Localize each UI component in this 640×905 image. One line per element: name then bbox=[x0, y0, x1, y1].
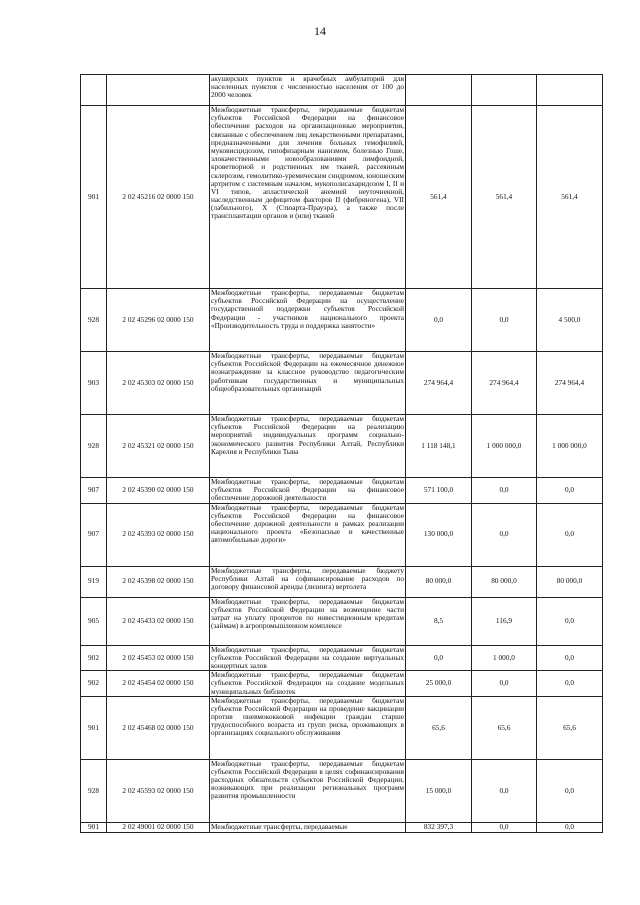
admin-code-cell: 907 bbox=[81, 503, 107, 566]
admin-code-cell: 928 bbox=[81, 289, 107, 352]
amount-year2-cell: 0,0 bbox=[472, 671, 537, 697]
admin-code-cell bbox=[81, 75, 107, 106]
table-row bbox=[81, 597, 603, 645]
amount-year1-cell: 0,0 bbox=[406, 645, 472, 671]
table-row bbox=[81, 75, 603, 106]
description-cell: акушерских пунктов и врачебных амбулаторий для населенных пунктов с численностью населения от 100 до 2000 человек bbox=[210, 75, 406, 106]
budget-code-cell bbox=[107, 75, 210, 106]
amount-year3-cell: 0,0 bbox=[537, 597, 603, 645]
budget-code-cell: 2 02 45468 02 0000 150 bbox=[107, 696, 210, 759]
amount-year1-cell bbox=[406, 75, 472, 106]
amount-year3-cell: 0,0 bbox=[537, 503, 603, 566]
description-cell: Межбюджетные трансферты, передаваемые бюджетам субъектов Российской Федерации на финансовое обеспечение дорожной деятельности в рамках реализации национального проекта «Безопасные и качественные автомобильные дороги» bbox=[210, 503, 406, 566]
admin-code-cell: 901 bbox=[81, 696, 107, 759]
admin-code-cell: 907 bbox=[81, 478, 107, 504]
admin-code-cell: 903 bbox=[81, 352, 107, 415]
description-cell: Межбюджетные трансферты, передаваемые бюджетам субъектов Российской Федерации на создание виртуальных концертных залов bbox=[211, 645, 404, 670]
amount-year2-cell bbox=[472, 75, 537, 106]
admin-code-cell: 905 bbox=[81, 597, 107, 645]
description-cell: Межбюджетные трансферты, передаваемые бюджетам субъектов Российской Федерации на проведение вакцинации против пневмококковой инфекции граждан старше трудоспособного возраста из групп риска, проживающих в организациях социального обслуживания bbox=[210, 696, 406, 759]
amount-year1-cell: 15 000,0 bbox=[406, 759, 472, 822]
amount-year3-cell: 0,0 bbox=[537, 759, 603, 822]
description-cell: Межбюджетные трансферты, передаваемые бюджетам субъектов Российской Федерации на возмещение части затрат на уплату процентов по инвестиционным кредитам (займам) в агропромышленном комплексе bbox=[210, 597, 406, 645]
budget-code-cell: 2 02 45296 02 0000 150 bbox=[107, 289, 210, 352]
amount-year1-cell: 80 000,0 bbox=[406, 566, 472, 597]
table-row bbox=[81, 645, 603, 671]
table-body bbox=[81, 75, 603, 833]
amount-year2-cell: 0,0 bbox=[472, 822, 537, 832]
table-row bbox=[81, 289, 603, 352]
description-cell: Межбюджетные трансферты, передаваемые бюджетам субъектов Российской Федерации на реализацию мероприятий индивидуальных программ социально-экономического развития Республики Алтай, Республики Карелия и Республики Тыва bbox=[210, 415, 406, 478]
admin-code-cell: 902 bbox=[81, 645, 107, 671]
budget-code-cell: 2 02 49001 02 0000 150 bbox=[107, 822, 210, 832]
budget-code-cell: 2 02 45398 02 0000 150 bbox=[107, 566, 210, 597]
amount-year2-cell: 80 000,0 bbox=[472, 566, 537, 597]
admin-code-cell: 901 bbox=[81, 822, 107, 832]
amount-year3-cell: 1 000 000,0 bbox=[537, 415, 603, 478]
budget-code-cell: 2 02 45390 02 0000 150 bbox=[107, 478, 210, 504]
budget-code-cell: 2 02 45453 02 0000 150 bbox=[107, 645, 210, 671]
amount-year2-cell: 0,0 bbox=[472, 478, 537, 504]
description-cell: Межбюджетные трансферты, передаваемые бюджетам субъектов Российской Федерации на финансовое обеспечение дорожной деятельности bbox=[211, 477, 404, 503]
amount-year3-cell: 561,4 bbox=[537, 106, 603, 289]
amount-year2-cell: 0,0 bbox=[472, 759, 537, 822]
table-row bbox=[81, 671, 603, 697]
budget-table bbox=[80, 74, 603, 833]
amount-year3-cell: 0,0 bbox=[537, 478, 603, 504]
budget-code-cell: 2 02 45433 02 0000 150 bbox=[107, 597, 210, 645]
table-row bbox=[81, 352, 603, 415]
table-row bbox=[81, 566, 603, 597]
amount-year1-cell: 25 000,0 bbox=[406, 671, 472, 697]
description-cell: Межбюджетные трансферты, передаваемые bbox=[210, 822, 406, 832]
amount-year3-cell: 4 500,0 bbox=[537, 289, 603, 352]
description-cell: Межбюджетные трансферты, передаваемые бюджетам субъектов Российской Федерации на создание модельных муниципальных библиотек bbox=[211, 670, 404, 696]
description-cell: Межбюджетные трансферты, передаваемые бюджетам субъектов Российской Федерации на финансовое обеспечение расходов на организационные мероприятия, связанные с обеспечением лиц лекарственными препаратами, предназначенными для лечения больных гемофилией, муковисцидозом, гипофизарным нанизмом, болезнью Гоше, злокачественными новообразованиями лимфоидной, кроветворной и родственных им тканей, рассеянным склерозом, гемолитико-уремическим синдромом, юношеским артритом с системным началом, мукополисахаридозом I, II и VI типов, апластической анемией неуточненной, наследственным дефицитом факторов II (фибриногена), VII (лабильного), X (Стюарта-Прауэра), а также после трансплантации органов и (или) тканей bbox=[210, 106, 406, 289]
amount-year1-cell: 1 118 148,1 bbox=[406, 415, 472, 478]
description-cell: Межбюджетные трансферты, передаваемые бюджетам субъектов Российской Федерации на осуществление государственной поддержки субъектов Российской Федерации - участников национального проекта «Производительность труда и поддержка занятости» bbox=[210, 289, 406, 352]
budget-code-cell: 2 02 45321 02 0000 150 bbox=[107, 415, 210, 478]
amount-year3-cell: 274 964,4 bbox=[537, 352, 603, 415]
admin-code-cell: 919 bbox=[81, 566, 107, 597]
table-row bbox=[81, 696, 603, 759]
description-cell: Межбюджетные трансферты, передаваемые бюджетам субъектов Российской Федерации на ежемесячное денежное вознаграждение за классное руководство педагогическим работникам государственных и муниципальных общеобразовательных организаций bbox=[210, 352, 406, 415]
amount-year2-cell: 274 964,4 bbox=[472, 352, 537, 415]
admin-code-cell: 928 bbox=[81, 415, 107, 478]
amount-year1-cell: 130 000,0 bbox=[406, 503, 472, 566]
amount-year3-cell: 80 000,0 bbox=[537, 566, 603, 597]
amount-year2-cell: 1 000 000,0 bbox=[472, 415, 537, 478]
table-row bbox=[81, 415, 603, 478]
budget-code-cell: 2 02 45216 02 0000 150 bbox=[107, 106, 210, 289]
table-row bbox=[81, 759, 603, 822]
amount-year2-cell: 1 000,0 bbox=[472, 645, 537, 671]
amount-year1-cell: 561,4 bbox=[406, 106, 472, 289]
amount-year1-cell: 8,5 bbox=[406, 597, 472, 645]
amount-year2-cell: 65,6 bbox=[472, 696, 537, 759]
amount-year1-cell: 832 397,3 bbox=[406, 822, 472, 832]
admin-code-cell: 902 bbox=[81, 671, 107, 697]
amount-year1-cell: 0,0 bbox=[406, 289, 472, 352]
amount-year3-cell: 65,6 bbox=[537, 696, 603, 759]
description-cell: Межбюджетные трансферты, передаваемые бюджетам субъектов Российской Федерации в целях софинансирования расходных обязательств субъектов Российской Федерации, возникающих при реализации региональных программ развития промышленности bbox=[210, 759, 406, 822]
page-number: 14 bbox=[314, 24, 326, 38]
amount-year2-cell: 0,0 bbox=[472, 503, 537, 566]
table-row bbox=[81, 106, 603, 289]
budget-code-cell: 2 02 45454 02 0000 150 bbox=[107, 671, 210, 697]
admin-code-cell: 928 bbox=[81, 759, 107, 822]
amount-year1-cell: 571 100,0 bbox=[406, 478, 472, 504]
description-cell: Межбюджетные трансферты, передаваемые бюджету Республики Алтай на софинансирование расходов по договору финансовой аренды (лизинга) вертолета bbox=[210, 566, 406, 597]
amount-year1-cell: 65,6 bbox=[406, 696, 472, 759]
table-row bbox=[81, 822, 603, 832]
amount-year3-cell: 0,0 bbox=[537, 822, 603, 832]
amount-year1-cell: 274 964,4 bbox=[406, 352, 472, 415]
amount-year2-cell: 0,0 bbox=[472, 289, 537, 352]
admin-code-cell: 901 bbox=[81, 106, 107, 289]
amount-year3-cell: 0,0 bbox=[537, 671, 603, 697]
amount-year2-cell: 561,4 bbox=[472, 106, 537, 289]
budget-code-cell: 2 02 45393 02 0000 150 bbox=[107, 503, 210, 566]
amount-year3-cell bbox=[537, 75, 603, 106]
budget-code-cell: 2 02 45593 02 0000 150 bbox=[107, 759, 210, 822]
table-row bbox=[81, 478, 603, 504]
budget-code-cell: 2 02 45303 02 0000 150 bbox=[107, 352, 210, 415]
amount-year3-cell: 0,0 bbox=[537, 645, 603, 671]
table-row bbox=[81, 503, 603, 566]
amount-year2-cell: 116,9 bbox=[472, 597, 537, 645]
